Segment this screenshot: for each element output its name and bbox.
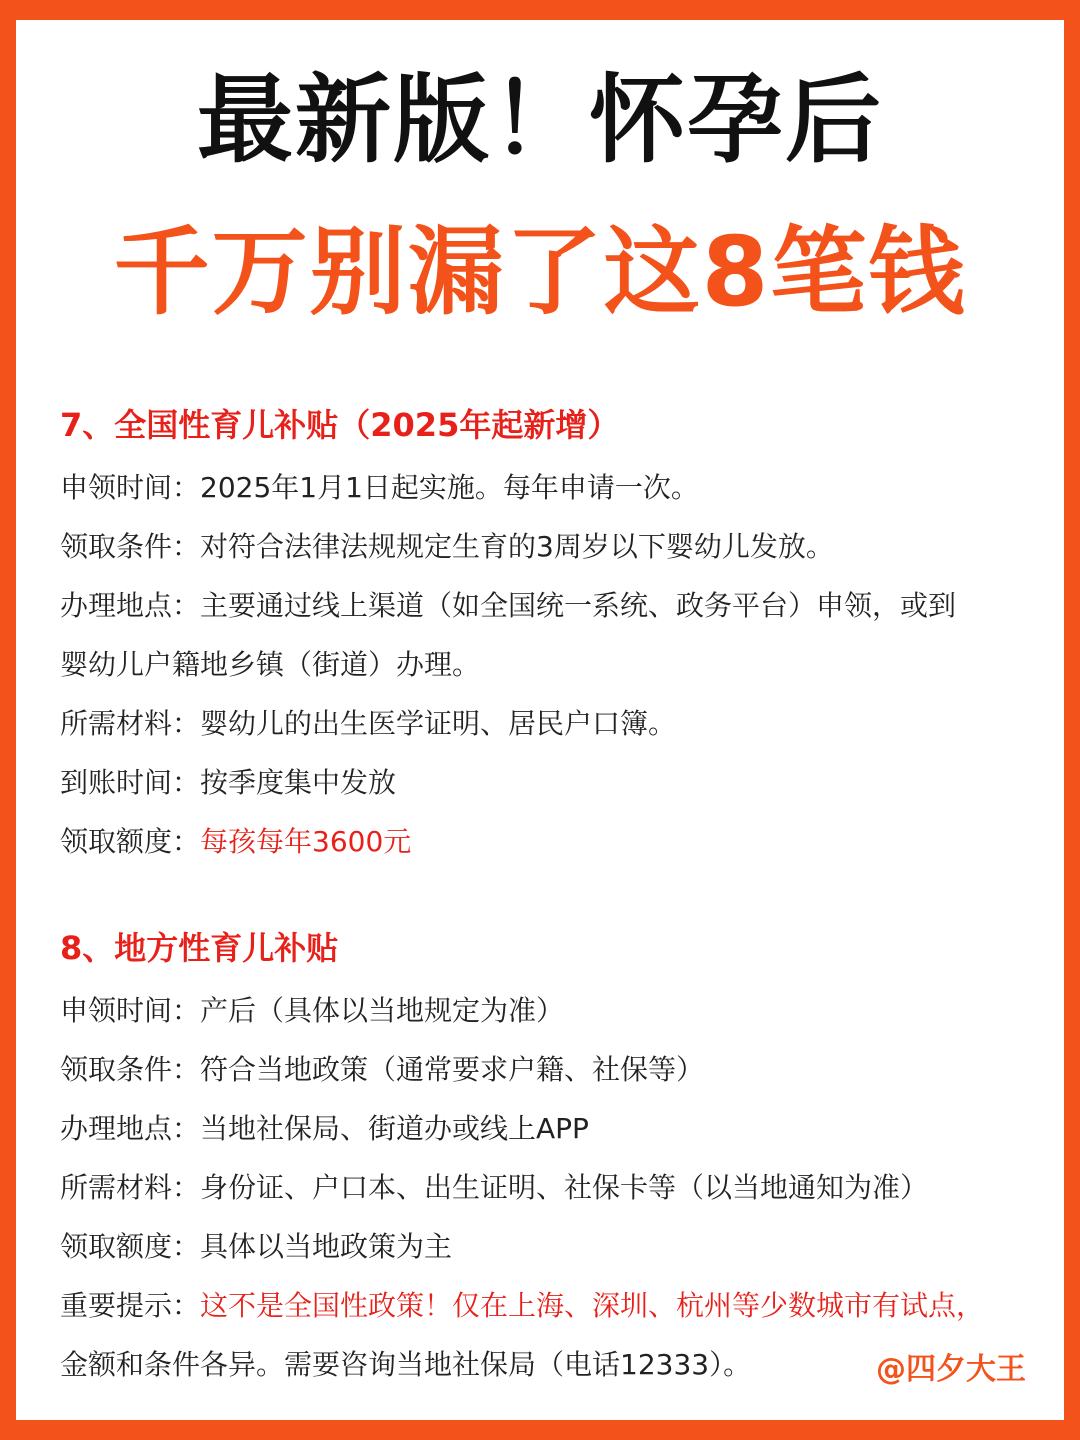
row-label: 所需材料： [60,1171,201,1204]
row-label: 办理地点： [60,589,201,622]
row-conditions [60,517,1040,576]
row-location [60,1099,1040,1158]
row-value: 按季度集中发放 [200,766,397,799]
row-materials [60,1158,1040,1217]
row-value: 产后（具体以当地规定为准） [200,994,565,1027]
row-label: 重要提示： [60,1289,201,1322]
row-location-continued: 婴幼儿户籍地乡镇（街道）办理。 [60,648,481,681]
row-materials [60,694,1040,753]
title-line-1: 最新版！怀孕后 [197,64,883,176]
row-label: 到账时间： [60,766,201,799]
row-value: 当地社保局、街道办或线上APP [200,1112,589,1145]
row-value-highlight: 这不是全国性政策！仅在上海、深圳、杭州等少数城市有试点， [200,1289,985,1322]
row-important-note-continued: 金额和条件各异。需要咨询当地社保局（电话12333）。 [60,1348,752,1381]
row-value: 婴幼儿的出生医学证明、居民户口簿。 [200,707,677,740]
row-arrival-time [60,753,1040,812]
row-apply-time [60,981,1040,1040]
section-heading: 7、全国性育儿补贴（2025年起新增） [60,406,620,444]
row-location [60,576,1040,635]
author-credit: @四夕大王 [876,1352,1026,1387]
row-label: 所需材料： [60,707,201,740]
row-label: 办理地点： [60,1112,201,1145]
row-value: 身份证、户口本、出生证明、社保卡等（以当地通知为准） [200,1171,929,1204]
row-amount [60,1217,1040,1276]
row-conditions [60,1040,1040,1099]
row-value: 具体以当地政策为主 [200,1230,453,1263]
row-value: 2025年1月1日起实施。每年申请一次。 [200,471,699,504]
title-line-2: 千万别漏了这8笔钱 [113,216,967,328]
row-amount [60,812,1040,871]
row-label: 领取额度： [60,825,201,858]
row-apply-time [60,458,1040,517]
row-label: 领取额度： [60,1230,201,1263]
section-local-subsidy [60,923,1040,1394]
row-label: 申领时间： [60,994,201,1027]
row-label: 申领时间： [60,471,201,504]
content-card [16,20,1064,1420]
row-important-note [60,1276,1040,1335]
section-heading: 8、地方性育儿补贴 [60,929,339,967]
row-value: 符合当地政策（通常要求户籍、社保等） [200,1053,705,1086]
row-value-highlight: 每孩每年3600元 [200,825,412,858]
row-value: 主要通过线上渠道（如全国统一系统、政务平台）申领，或到 [200,589,957,622]
row-label: 领取条件： [60,530,201,563]
row-value: 对符合法律法规规定生育的3周岁以下婴幼儿发放。 [200,530,834,563]
row-label: 领取条件： [60,1053,201,1086]
section-national-subsidy [60,400,1040,871]
